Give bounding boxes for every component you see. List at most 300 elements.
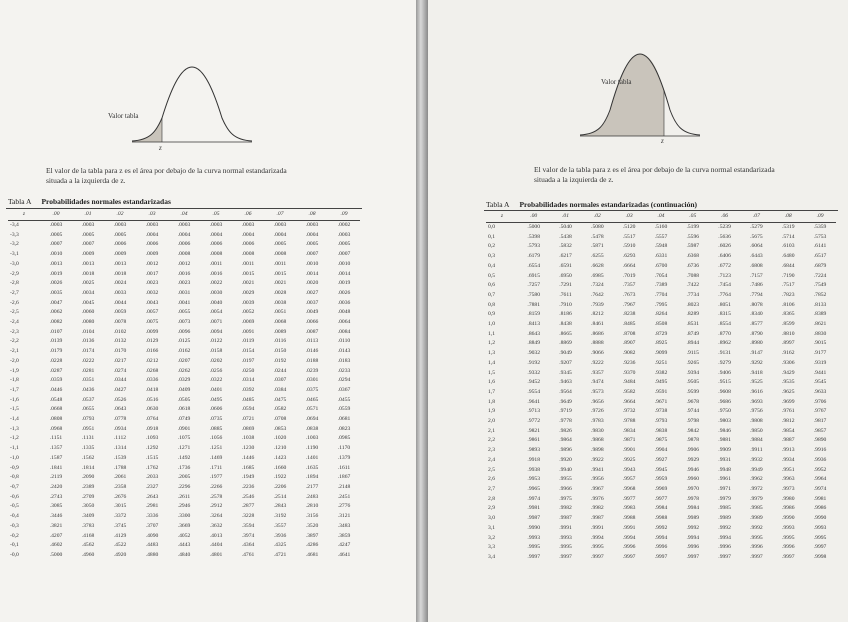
probability-cell: .5080 bbox=[591, 224, 604, 230]
table-row bbox=[486, 320, 836, 330]
probability-cell: .6217 bbox=[559, 253, 572, 260]
probability-cell: .0019 bbox=[49, 270, 63, 277]
probability-cell: .9964 bbox=[813, 476, 827, 483]
table-row bbox=[486, 388, 836, 398]
probability-cell: .1093 bbox=[145, 435, 159, 442]
probability-cell: .8238 bbox=[622, 311, 636, 318]
probability-cell: .0005 bbox=[305, 241, 319, 248]
table-row bbox=[8, 318, 360, 328]
probability-cell: .7157 bbox=[750, 272, 763, 279]
probability-cell: .9979 bbox=[750, 495, 763, 502]
left-column-header: .07 bbox=[264, 209, 296, 221]
probability-cell: .2061 bbox=[113, 474, 127, 481]
probability-cell: .0329 bbox=[177, 377, 191, 384]
z-value-cell: 1,1 bbox=[488, 330, 495, 337]
probability-cell: .0307 bbox=[273, 377, 287, 384]
left-probability-table bbox=[8, 209, 360, 561]
left-page bbox=[0, 0, 416, 622]
probability-cell: .9778 bbox=[559, 418, 572, 425]
probability-cell: .9049 bbox=[559, 350, 572, 357]
probability-cell: .9830 bbox=[591, 427, 604, 434]
probability-cell: .0314 bbox=[241, 377, 255, 384]
z-value-cell: -0,7 bbox=[10, 483, 19, 490]
probability-cell: .9995 bbox=[559, 544, 572, 551]
probability-cell: .9484 bbox=[622, 379, 636, 386]
probability-cell: .9452 bbox=[527, 379, 541, 386]
probability-cell: .7123 bbox=[718, 272, 731, 279]
probability-cell: .9979 bbox=[718, 495, 731, 502]
table-row bbox=[486, 427, 836, 437]
probability-cell: .7642 bbox=[591, 291, 604, 298]
probability-cell: .1379 bbox=[337, 454, 351, 461]
probability-cell: .9967 bbox=[591, 485, 604, 492]
probability-cell: .1660 bbox=[273, 464, 287, 471]
probability-cell: .6443 bbox=[750, 253, 763, 260]
probability-cell: .0004 bbox=[273, 231, 287, 238]
probability-cell: .7673 bbox=[622, 291, 636, 298]
probability-cell: .9890 bbox=[813, 437, 827, 444]
probability-cell: .0057 bbox=[145, 309, 159, 316]
probability-cell: .6591 bbox=[559, 262, 572, 269]
probability-cell: .9995 bbox=[813, 534, 827, 541]
z-value-cell: -1,3 bbox=[10, 425, 19, 432]
table-row bbox=[486, 291, 836, 301]
probability-cell: .9948 bbox=[718, 466, 731, 473]
probability-cell: .6879 bbox=[813, 262, 827, 269]
probability-cell: .9394 bbox=[686, 369, 700, 376]
probability-cell: .9319 bbox=[813, 359, 827, 366]
probability-cell: .5478 bbox=[591, 233, 604, 240]
book-gutter bbox=[416, 0, 428, 622]
probability-cell: .0537 bbox=[81, 396, 95, 403]
table-row bbox=[8, 250, 360, 260]
z-value-cell: -1,2 bbox=[10, 435, 19, 442]
table-row bbox=[486, 485, 836, 495]
z-value-cell: 2,3 bbox=[488, 447, 495, 454]
probability-cell: .9996 bbox=[781, 544, 795, 551]
probability-cell: .2546 bbox=[241, 493, 255, 500]
probability-cell: .9382 bbox=[654, 369, 668, 376]
probability-cell: .0002 bbox=[337, 222, 351, 228]
probability-cell: .0139 bbox=[49, 338, 63, 345]
probability-cell: .0051 bbox=[273, 309, 287, 316]
probability-cell: .9991 bbox=[591, 524, 604, 531]
table-row bbox=[486, 233, 836, 243]
probability-cell: .4562 bbox=[81, 542, 95, 549]
probability-cell: .0036 bbox=[337, 299, 351, 306]
probability-cell: .9582 bbox=[622, 388, 636, 395]
probability-cell: .0436 bbox=[81, 386, 95, 393]
table-row bbox=[486, 369, 836, 379]
z-value-cell: 0,8 bbox=[488, 301, 495, 308]
probability-cell: .9980 bbox=[781, 495, 795, 502]
probability-cell: .0336 bbox=[145, 377, 159, 384]
z-value-cell: 2,2 bbox=[488, 437, 495, 444]
probability-cell: .3264 bbox=[209, 513, 223, 520]
table-row bbox=[8, 367, 360, 377]
probability-cell: .0655 bbox=[81, 406, 95, 413]
probability-cell: .1587 bbox=[49, 454, 63, 461]
left-caption: El valor de la tabla para z es el área por debajo de la curva normal estandarizada situada a la izquierda de z. bbox=[46, 166, 287, 185]
z-value-cell: 1,7 bbox=[488, 388, 495, 395]
probability-cell: .0183 bbox=[337, 357, 351, 364]
probability-cell: .9990 bbox=[527, 524, 541, 531]
probability-cell: .3085 bbox=[49, 503, 63, 510]
probability-cell: .6950 bbox=[559, 272, 572, 279]
probability-cell: .5000 bbox=[49, 551, 63, 558]
probability-cell: .9989 bbox=[718, 515, 731, 522]
table-row bbox=[486, 553, 836, 563]
probability-cell: .8413 bbox=[527, 321, 541, 328]
probability-cell: .3050 bbox=[81, 503, 95, 510]
probability-cell: .2514 bbox=[273, 493, 287, 500]
probability-cell: .7291 bbox=[559, 282, 572, 289]
probability-cell: .9959 bbox=[654, 476, 668, 483]
probability-cell: .0233 bbox=[337, 367, 351, 374]
table-row bbox=[8, 386, 360, 396]
probability-cell: .7517 bbox=[781, 282, 795, 289]
probability-cell: .9901 bbox=[622, 447, 636, 454]
probability-cell: .1562 bbox=[81, 454, 95, 461]
probability-cell: .0039 bbox=[241, 299, 255, 306]
probability-cell: .7764 bbox=[718, 291, 731, 298]
probability-cell: .9826 bbox=[559, 427, 572, 434]
probability-cell: .0559 bbox=[337, 406, 351, 413]
probability-cell: .6554 bbox=[527, 262, 541, 269]
probability-cell: .8849 bbox=[527, 340, 541, 347]
right-normal-curve-figure bbox=[578, 48, 708, 144]
probability-cell: .5239 bbox=[718, 224, 731, 230]
probability-cell: .9920 bbox=[559, 456, 572, 463]
probability-cell: .7939 bbox=[591, 301, 604, 308]
probability-cell: .0764 bbox=[145, 416, 159, 423]
probability-cell: .9868 bbox=[591, 437, 604, 444]
probability-cell: .8023 bbox=[686, 301, 700, 308]
table-row bbox=[8, 522, 360, 532]
probability-cell: .9545 bbox=[813, 379, 827, 386]
probability-cell: .5636 bbox=[718, 233, 731, 240]
probability-cell: .2643 bbox=[145, 493, 159, 500]
probability-cell: .9875 bbox=[654, 437, 668, 444]
probability-cell: .3821 bbox=[49, 522, 63, 529]
probability-cell: .9972 bbox=[750, 485, 763, 492]
left-normal-curve-figure bbox=[130, 62, 260, 152]
table-row bbox=[8, 221, 360, 231]
probability-cell: .0643 bbox=[113, 406, 127, 413]
z-value-cell: 0,0 bbox=[488, 224, 495, 230]
probability-cell: .1020 bbox=[273, 435, 287, 442]
probability-cell: .0838 bbox=[305, 425, 319, 432]
probability-cell: .2177 bbox=[305, 483, 319, 490]
probability-cell: .9946 bbox=[686, 466, 700, 473]
probability-cell: .0091 bbox=[241, 328, 255, 335]
probability-cell: .0409 bbox=[177, 386, 191, 393]
right-table-tag: Tabla A bbox=[486, 200, 510, 209]
probability-cell: .7549 bbox=[813, 282, 827, 289]
probability-cell: .0708 bbox=[273, 416, 287, 423]
probability-cell: .9599 bbox=[686, 388, 700, 395]
z-value-cell: -0,3 bbox=[10, 522, 19, 529]
probability-cell: .8106 bbox=[781, 301, 795, 308]
probability-cell: .9994 bbox=[718, 534, 731, 541]
probability-cell: .3483 bbox=[337, 522, 351, 529]
probability-cell: .3336 bbox=[145, 513, 159, 520]
probability-cell: .0197 bbox=[241, 357, 255, 364]
probability-cell: .8438 bbox=[559, 321, 572, 328]
probability-cell: .9977 bbox=[622, 495, 636, 502]
z-value-cell: 2,9 bbox=[488, 505, 495, 512]
z-value-cell: 2,7 bbox=[488, 485, 495, 492]
probability-cell: .4247 bbox=[337, 542, 351, 549]
probability-cell: .1867 bbox=[337, 474, 351, 481]
probability-cell: .9982 bbox=[591, 505, 604, 512]
probability-cell: .3446 bbox=[49, 513, 63, 520]
probability-cell: .0048 bbox=[337, 309, 351, 316]
probability-cell: .9854 bbox=[781, 427, 795, 434]
probability-cell: .0034 bbox=[81, 289, 95, 296]
z-value-cell: 0,4 bbox=[488, 262, 495, 269]
probability-cell: .0217 bbox=[113, 357, 127, 364]
probability-cell: .8365 bbox=[781, 311, 795, 318]
z-value-cell: -2,3 bbox=[10, 328, 19, 335]
probability-cell: .0202 bbox=[209, 357, 223, 364]
probability-cell: .9838 bbox=[654, 427, 668, 434]
probability-cell: .9332 bbox=[527, 369, 541, 376]
probability-cell: .0618 bbox=[177, 406, 191, 413]
probability-cell: .9961 bbox=[718, 476, 731, 483]
probability-cell: .0031 bbox=[177, 289, 191, 296]
probability-cell: .2676 bbox=[113, 493, 127, 500]
table-row bbox=[8, 502, 360, 512]
z-value-cell: 2,1 bbox=[488, 427, 495, 434]
z-value-cell: 2,6 bbox=[488, 476, 495, 483]
probability-cell: .0154 bbox=[241, 348, 255, 355]
probability-cell: .1271 bbox=[177, 445, 191, 452]
probability-cell: .8643 bbox=[527, 330, 541, 337]
probability-cell: .0166 bbox=[145, 348, 159, 355]
probability-cell: .0062 bbox=[49, 309, 63, 316]
probability-cell: .9940 bbox=[559, 466, 572, 473]
table-row bbox=[486, 330, 836, 340]
probability-cell: .2451 bbox=[337, 493, 351, 500]
probability-cell: .0985 bbox=[337, 435, 351, 442]
probability-cell: .1190 bbox=[305, 445, 319, 452]
probability-cell: .4286 bbox=[305, 542, 319, 549]
probability-cell: .0015 bbox=[273, 270, 287, 277]
table-row bbox=[486, 407, 836, 417]
probability-cell: .0005 bbox=[81, 231, 95, 238]
probability-cell: .9985 bbox=[750, 505, 763, 512]
probability-cell: .0239 bbox=[305, 367, 319, 374]
probability-cell: .0024 bbox=[113, 280, 127, 287]
probability-cell: .9564 bbox=[559, 388, 572, 395]
probability-cell: .0010 bbox=[305, 260, 319, 267]
probability-cell: .9994 bbox=[654, 534, 668, 541]
probability-cell: .8485 bbox=[622, 321, 636, 328]
probability-cell: .9115 bbox=[686, 350, 699, 357]
left-column-header: .03 bbox=[136, 209, 168, 221]
table-row bbox=[8, 405, 360, 415]
probability-cell: .0192 bbox=[273, 357, 287, 364]
table-row bbox=[486, 262, 836, 272]
probability-cell: .9982 bbox=[559, 505, 572, 512]
probability-cell: .9738 bbox=[654, 408, 668, 415]
probability-cell: .9996 bbox=[750, 544, 763, 551]
table-row bbox=[486, 524, 836, 534]
probability-cell: .4801 bbox=[209, 551, 223, 558]
probability-cell: .8830 bbox=[813, 330, 827, 337]
probability-cell: .0099 bbox=[145, 328, 159, 335]
table-row bbox=[486, 436, 836, 446]
probability-cell: .0018 bbox=[81, 270, 95, 277]
probability-cell: .1230 bbox=[241, 445, 255, 452]
probability-cell: .9953 bbox=[527, 476, 541, 483]
probability-cell: .9978 bbox=[686, 495, 700, 502]
probability-cell: .4013 bbox=[209, 532, 223, 539]
probability-cell: .1841 bbox=[49, 464, 63, 471]
probability-cell: .9997 bbox=[527, 553, 541, 560]
probability-cell: .8962 bbox=[718, 340, 731, 347]
z-value-cell: -2,1 bbox=[10, 348, 19, 355]
probability-cell: .0089 bbox=[273, 328, 287, 335]
probability-cell: .1469 bbox=[209, 454, 223, 461]
probability-cell: .3936 bbox=[273, 532, 287, 539]
probability-cell: .8340 bbox=[750, 311, 763, 318]
probability-cell: .0010 bbox=[49, 251, 63, 258]
probability-cell: .0322 bbox=[209, 377, 223, 384]
probability-cell: .6628 bbox=[591, 262, 604, 269]
probability-cell: .1357 bbox=[49, 445, 63, 452]
probability-cell: .0004 bbox=[209, 231, 223, 238]
probability-cell: .9997 bbox=[591, 553, 604, 560]
probability-cell: .0571 bbox=[305, 406, 319, 413]
probability-cell: .9984 bbox=[686, 505, 700, 512]
table-row bbox=[8, 541, 360, 551]
probability-cell: .0049 bbox=[305, 309, 319, 316]
probability-cell: .7967 bbox=[622, 301, 636, 308]
probability-cell: .9345 bbox=[559, 369, 572, 376]
probability-cell: .9641 bbox=[527, 398, 541, 405]
probability-cell: .7389 bbox=[654, 282, 668, 289]
table-row bbox=[486, 417, 836, 427]
table-row bbox=[8, 464, 360, 474]
table-row bbox=[8, 347, 360, 357]
probability-cell: .9945 bbox=[654, 466, 668, 473]
probability-cell: .0207 bbox=[177, 357, 191, 364]
z-value-cell: -1,9 bbox=[10, 367, 19, 374]
right-table-title: Probabilidades normales estandarizadas (continuación) bbox=[519, 200, 698, 209]
probability-cell: .0129 bbox=[145, 338, 159, 345]
probability-cell: .2033 bbox=[145, 474, 159, 481]
table-row bbox=[8, 231, 360, 241]
probability-cell: .2776 bbox=[337, 503, 351, 510]
probability-cell: .2743 bbox=[49, 493, 63, 500]
probability-cell: .0004 bbox=[241, 231, 255, 238]
table-row bbox=[8, 532, 360, 542]
left-bell-curve bbox=[132, 67, 252, 141]
z-value-cell: -1,8 bbox=[10, 377, 19, 384]
probability-cell: .0059 bbox=[113, 309, 127, 316]
probability-cell: .0005 bbox=[49, 231, 63, 238]
probability-cell: .0934 bbox=[113, 425, 127, 432]
probability-cell: .6141 bbox=[813, 243, 827, 250]
probability-cell: .0158 bbox=[209, 348, 223, 355]
probability-cell: .9664 bbox=[622, 398, 636, 405]
probability-cell: .9406 bbox=[718, 369, 731, 376]
z-value-cell: 0,9 bbox=[488, 311, 495, 318]
table-row bbox=[8, 260, 360, 270]
probability-cell: .0011 bbox=[273, 260, 287, 267]
probability-cell: .0104 bbox=[81, 328, 95, 335]
table-row bbox=[8, 425, 360, 435]
probability-cell: .7357 bbox=[622, 282, 636, 289]
probability-cell: .0008 bbox=[273, 251, 287, 258]
probability-cell: .9878 bbox=[686, 437, 700, 444]
probability-cell: .5120 bbox=[622, 224, 636, 230]
probability-cell: .4960 bbox=[81, 551, 95, 558]
table-row bbox=[486, 446, 836, 456]
z-value-cell: 2,5 bbox=[488, 466, 495, 473]
probability-cell: .0250 bbox=[241, 367, 255, 374]
table-row bbox=[486, 242, 836, 252]
probability-cell: .0162 bbox=[177, 348, 191, 355]
probability-cell: .9147 bbox=[750, 350, 763, 357]
probability-cell: .1170 bbox=[337, 445, 351, 452]
probability-cell: .2358 bbox=[113, 483, 127, 490]
probability-cell: .3669 bbox=[177, 522, 191, 529]
z-value-cell: 0,6 bbox=[488, 282, 495, 289]
probability-cell: .5438 bbox=[559, 233, 572, 240]
probability-cell: .0003 bbox=[113, 222, 127, 228]
probability-cell: .0094 bbox=[209, 328, 223, 335]
table-row bbox=[8, 512, 360, 522]
probability-cell: .8389 bbox=[813, 311, 827, 318]
z-value-cell: -0,0 bbox=[10, 551, 19, 558]
probability-cell: .9994 bbox=[686, 534, 700, 541]
probability-cell: .0047 bbox=[49, 299, 63, 306]
table-row bbox=[8, 396, 360, 406]
probability-cell: .9991 bbox=[622, 524, 636, 531]
probability-cell: .0032 bbox=[145, 289, 159, 296]
probability-cell: .9812 bbox=[781, 418, 795, 425]
probability-cell: .0008 bbox=[209, 251, 223, 258]
probability-cell: .8749 bbox=[686, 330, 700, 337]
probability-cell: .6772 bbox=[718, 262, 731, 269]
probability-cell: .4920 bbox=[113, 551, 127, 558]
probability-cell: .9951 bbox=[781, 466, 795, 473]
probability-cell: .0281 bbox=[81, 367, 95, 374]
z-value-cell: -2,7 bbox=[10, 289, 19, 296]
probability-cell: .9995 bbox=[591, 544, 604, 551]
probability-cell: .0005 bbox=[113, 231, 127, 238]
table-row bbox=[486, 272, 836, 282]
table-row bbox=[8, 357, 360, 367]
z-value-cell: -1,1 bbox=[10, 445, 19, 452]
probability-cell: .3594 bbox=[241, 522, 255, 529]
probability-cell: .2119 bbox=[49, 474, 63, 481]
z-value-cell: -2,5 bbox=[10, 309, 19, 316]
probability-cell: .0516 bbox=[145, 396, 159, 403]
probability-cell: .9207 bbox=[559, 359, 572, 366]
probability-cell: .3859 bbox=[337, 532, 351, 539]
probability-cell: .9988 bbox=[622, 515, 636, 522]
probability-cell: .5832 bbox=[559, 243, 572, 250]
probability-cell: .9131 bbox=[718, 350, 731, 357]
probability-cell: .0096 bbox=[177, 328, 191, 335]
probability-cell: .3156 bbox=[305, 513, 319, 520]
probability-cell: .0020 bbox=[305, 280, 319, 287]
z-value-cell: 1,4 bbox=[488, 359, 495, 366]
